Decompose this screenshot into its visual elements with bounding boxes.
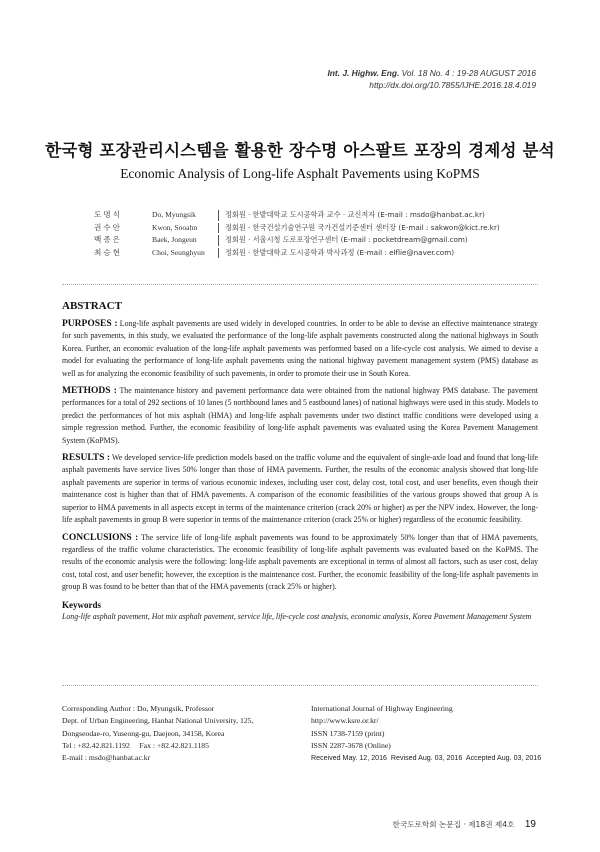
page-footer-journal: 한국도로학회 논문집 · 제18권 제4호: [392, 820, 515, 829]
author-affiliation: 정회원 · 한밭대학교 도시공학과 교수 · 교신저자 (E-mail : msdo@hanbat.ac.kr): [225, 210, 485, 219]
journal-name: International Journal of Highway Engineering: [311, 704, 453, 713]
received-dates: Received May. 12, 2016 Revised Aug. 03, 2016 Accepted Aug. 03, 2016: [311, 754, 542, 763]
author-row: [94, 209, 534, 222]
author-dept: Dept. of Urban Engineering, Hanbat National University, 125,: [62, 716, 254, 726]
results-paragraph: [62, 452, 538, 526]
results-text: We developed service-life prediction models based on the traffic volume and the equivalent of single-axle load and found that long-life asphalt pavements have service lives 50% longer than those of HMA pavements. Further, the results of the economic analysis showed that long-life asphalt pavements are superior in terms of various economic indexes, including user cost, delay cost, total cost, and user benefits, even though their maintenance cost is higher than that of HMA pavements. A comparison of the economic feasibilities of the various groups showed that group A is superior to HMA pavements in all aspects except in terms of the maintenance criterion (crack 20% or higher) as per the NPV index. However, the long-life asphalt pavements in group B were superior in terms of the maintenance criterion (crack 25% or higher) regardless of the economic feasibility.: [62, 453, 538, 525]
abstract-body: [62, 318, 538, 623]
author-name-korean: 권수안: [94, 222, 123, 232]
journal-info-block: [311, 703, 551, 764]
author-list: [94, 209, 534, 259]
author-email[interactable]: E-mail : msdo@hanbat.ac.kr: [62, 753, 151, 763]
author-name-english: Choi, Seunghyun: [152, 247, 205, 257]
methods-label: METHODS :: [62, 386, 117, 397]
author-name-korean: 백종은: [94, 235, 123, 244]
conclusions-paragraph: [62, 532, 538, 594]
page-number: 19: [524, 819, 536, 830]
abstract-heading: ABSTRACT: [62, 300, 122, 312]
methods-paragraph: [62, 385, 538, 447]
journal-vol-issue: Vol. 18 No. 4 : 19-28 AUGUST 2016: [399, 68, 536, 78]
author-affiliation: 정회원 · 서울시청 도로포장연구센터 (E-mail : pocketdream@gmail.com): [225, 235, 468, 244]
author-row: [94, 234, 534, 247]
purposes-paragraph: [62, 318, 538, 380]
keywords-text: Long-life asphalt pavement, Hot mix asphalt pavement, service life, life-cycle cost analysis, economic analysis, Korea Pavement Management System: [62, 611, 532, 621]
methods-text: The maintenance history and pavement performance data were obtained from the national highway PMS database. The pavement performances for a total of 292 sections of 10 lanes (5 northbound lanes and 5 eastbound lanes) of national highways were used in this study. Models to predict the performances of hot mix asphalt (HMA) and long-life asphalt pavements under two distinct traffic conditions were developed using a simple regression method. Further, the economic feasibility of long-life asphalt pavements was evaluated using the Korea Pavement Management System (KoPMS).: [62, 386, 538, 445]
author-affiliation: 정회원 · 한국건설기술연구원 국가건설기준센터 센터장 (E-mail : sakwon@kict.re.kr): [225, 222, 500, 232]
author-name-english: Baek, Jongeun: [152, 235, 197, 244]
conclusions-label: CONCLUSIONS :: [62, 532, 139, 543]
author-name-english: Do, Myungsik: [152, 210, 196, 219]
author-row: [94, 247, 534, 260]
author-tel-fax: Tel : +82.42.821.1192 Fax : +82.42.821.1185: [62, 740, 209, 750]
corresponding-author-block: [62, 703, 302, 764]
author-name-english: Kwon, Sooahn: [152, 222, 198, 232]
page-footer: [393, 819, 536, 830]
author-name-korean: 최승현: [94, 247, 123, 257]
purposes-label: PURPOSES :: [62, 319, 118, 329]
results-label: RESULTS :: [62, 453, 111, 464]
author-affiliation: 정회원 · 한밭대학교 도시공학과 박사과정 (E-mail : elflie@naver.com): [225, 247, 454, 257]
issn-print: ISSN 1738-7159 (print): [311, 728, 385, 738]
corresponding-author: Corresponding Author : Do, Myungsik, Professor: [62, 704, 215, 713]
journal-citation: [327, 68, 536, 78]
author-divider: [218, 248, 219, 259]
author-row: [94, 222, 534, 235]
author-divider: [218, 223, 219, 234]
keywords-heading: Keywords: [62, 599, 101, 610]
author-divider: [218, 235, 219, 246]
title-english: Economic Analysis of Long-life Asphalt Pavements using KoPMS: [120, 166, 480, 181]
author-name-korean: 도명식: [94, 210, 123, 219]
dotted-divider: [62, 685, 538, 686]
journal-url[interactable]: http://www.ksre.or.kr/: [311, 716, 379, 726]
conclusions-text: The service life of long-life asphalt pavements was found to be approximately 50% longer than that of HMA pavements, regardless of the traffic volume characteristics. The economic feasibility of long-life asphalt pavements was evaluated based on the KoPMS. The results of the economic analysis were the following: long-life asphalt pavements are exceptional in terms of almost all factors, such as user cost, delay cost, total cost, and user benefit; however, the exception is the maintenance cost. Further, the economic feasibility of the long-life asphalt pavements in group B was found to be better than that of the HMA pavements (crack 25% or higher).: [62, 532, 538, 592]
purposes-text: Long-life asphalt pavements are used widely in developed countries. In order to be able to devise an effective maintenance strategy for such pavements, in this study, we evaluated the performance of the long-life asphalt pavements constructed along the national highways in South Korea. Further, an economic evaluation of the long-life asphalt pavements was performed based on a life-cycle cost analysis. We aimed to devise a model for evaluating the performance of long-life asphalt pavements using the national highway pavement management system (PMS) database as well as for analyzing the economic feasibility of such pavements, in order to promote their use in South Korea.: [62, 319, 538, 378]
author-divider: [218, 210, 219, 221]
title-korean: 한국형 포장관리시스템을 활용한 장수명 아스팔트 포장의 경제성 분석: [45, 141, 555, 160]
dotted-divider: [62, 284, 538, 285]
journal-doi[interactable]: http://dx.doi.org/10.7855/IJHE.2016.18.4.019: [369, 80, 536, 90]
author-address: Dongseodae-ro, Yuseong-gu, Daejeon, 34158, Korea: [62, 728, 225, 738]
journal-abbr: Int. J. Highw. Eng.: [327, 68, 400, 78]
issn-online: ISSN 2287-3678 (Online): [311, 740, 391, 750]
